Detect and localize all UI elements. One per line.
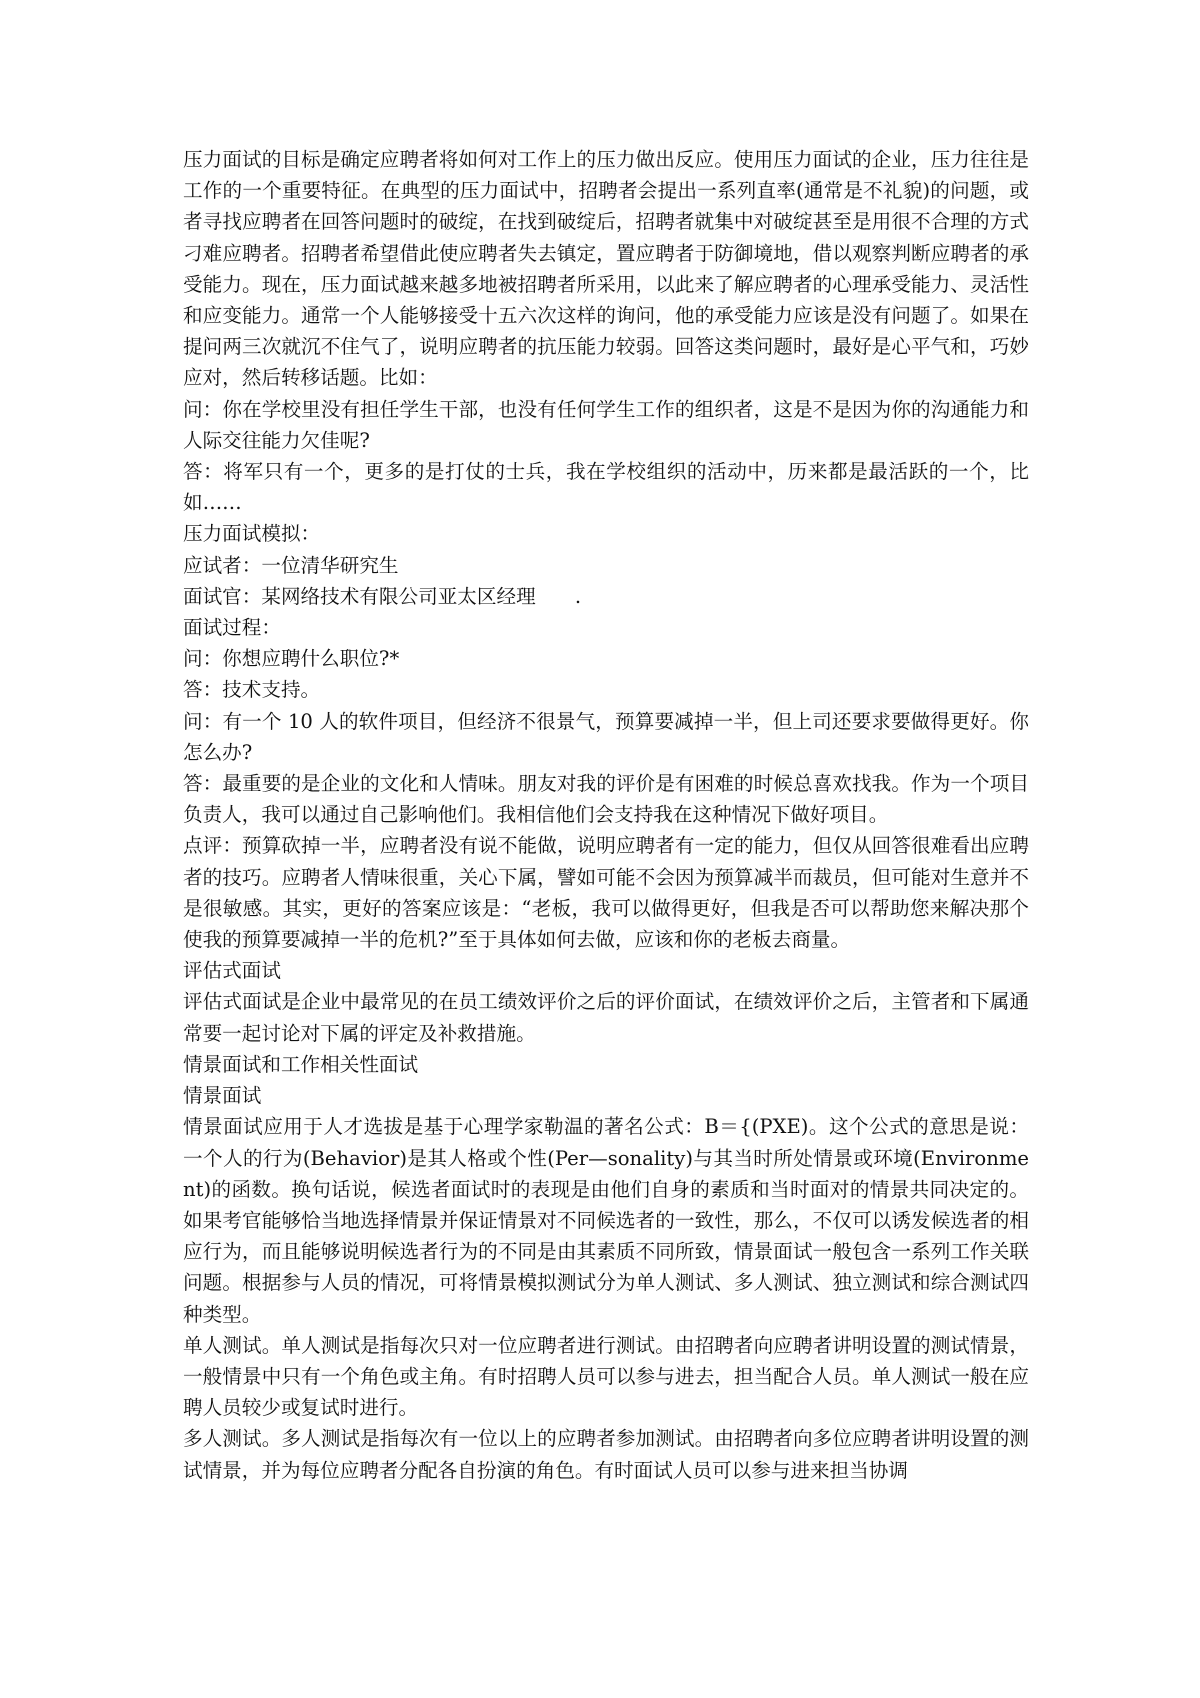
paragraph-evaluation-body: 评估式面试是企业中最常见的在员工绩效评价之后的评价面试，在绩效评价之后，主管者和下属通常要一起讨论对下属的评定及补救措施。: [183, 990, 1029, 1045]
paragraph-question-budget: 问：有一个 10 人的软件项目，但经济不很景气，预算要减掉一半，但上司还要求要做得更好。你怎么办?: [183, 709, 1029, 764]
paragraph-single-test: 单人测试。单人测试是指每次只对一位应聘者进行测试。由招聘者向应聘者讲明设置的测试情景，一般情景中只有一个角色或主角。有时招聘人员可以参与进去，担当配合人员。单人测试一般在应聘人员较少或复试时进行。: [183, 1333, 1029, 1420]
paragraph-process-heading: 面试过程：: [183, 616, 281, 640]
document-body: [183, 144, 1029, 1486]
paragraph-answer-budget: 答：最重要的是企业的文化和人情味。朋友对我的评价是有困难的时候总喜欢找我。作为一个项目负责人，我可以通过自己影响他们。我相信他们会支持我在这种情况下做好项目。: [183, 772, 1029, 827]
paragraph-interviewer: 面试官：某网络技术有限公司亚太区经理 .: [183, 584, 582, 608]
paragraph-situational-job-heading: 情景面试和工作相关性面试: [183, 1052, 419, 1076]
paragraph-multi-test: 多人测试。多人测试是指每次有一位以上的应聘者参加测试。由招聘者向多位应聘者讲明设置的测试情景，并为每位应聘者分配各自扮演的角色。有时面试人员可以参与进来担当协调: [183, 1427, 1029, 1482]
paragraph-comment: 点评：预算砍掉一半，应聘者没有说不能做，说明应聘者有一定的能力，但仅从回答很难看出应聘者的技巧。应聘者人情味很重，关心下属，譬如可能不会因为预算减半而裁员，但可能对生意并不是很敏感。其实，更好的答案应该是：“老板，我可以做得更好，但我是否可以帮助您来解决那个使我的预算要减掉一半的危机?”至于具体如何去做，应该和你的老板去商量。: [183, 834, 1029, 952]
paragraph-question-student-leader: 问：你在学校里没有担任学生干部，也没有任何学生工作的组织者，这是不是因为你的沟通能力和人际交往能力欠佳呢?: [183, 397, 1029, 452]
paragraph-candidate: 应试者：一位清华研究生: [183, 553, 399, 577]
paragraph-simulation-heading: 压力面试模拟：: [183, 522, 321, 546]
paragraph-answer-general: 答：将军只有一个，更多的是打仗的士兵，我在学校组织的活动中，历来都是最活跃的一个，比如……: [183, 460, 1029, 515]
paragraph-situational-heading: 情景面试: [183, 1084, 262, 1108]
paragraph-stress-interview-intro: 压力面试的目标是确定应聘者将如何对工作上的压力做出反应。使用压力面试的企业，压力往往是工作的一个重要特征。在典型的压力面试中，招聘者会提出一系列直率(通常是不礼貌)的问题，或者寻找应聘者在回答问题时的破绽，在找到破绽后，招聘者就集中对破绽甚至是用很不合理的方式刁难应聘者。招聘者希望借此使应聘者失去镇定，置应聘者于防御境地，借以观察判断应聘者的承受能力。现在，压力面试越来越多地被招聘者所采用，以此来了解应聘者的心理承受能力、灵活性和应变能力。通常一个人能够接受十五六次这样的询问，他的承受能力应该是没有问题了。如果在提问两三次就沉不住气了，说明应聘者的抗压能力较弱。回答这类问题时，最好是心平气和，巧妙应对，然后转移话题。比如：: [183, 148, 1029, 390]
paragraph-answer-position: 答：技术支持。: [183, 678, 321, 702]
paragraph-evaluation-heading: 评估式面试: [183, 959, 281, 983]
paragraph-question-position: 问：你想应聘什么职位?*: [183, 647, 400, 671]
paragraph-situational-body: 情景面试应用于人才选拔是基于心理学家勒温的著名公式：B＝{(PXE)。这个公式的意思是说：一个人的行为(Behavior)是其人格或个性(Per—sonality)与其当时所处情景或环境(Environment)的函数。换句话说，候选者面试时的表现是由他们自身的素质和当时面对的情景共同决定的。如果考官能够恰当地选择情景并保证情景对不同候选者的一致性，那么，不仅可以诱发候选者的相应行为，而且能够说明候选者行为的不同是由其素质不同所致，情景面试一般包含一系列工作关联问题。根据参与人员的情况，可将情景模拟测试分为单人测试、多人测试、独立测试和综合测试四种类型。: [183, 1115, 1029, 1326]
